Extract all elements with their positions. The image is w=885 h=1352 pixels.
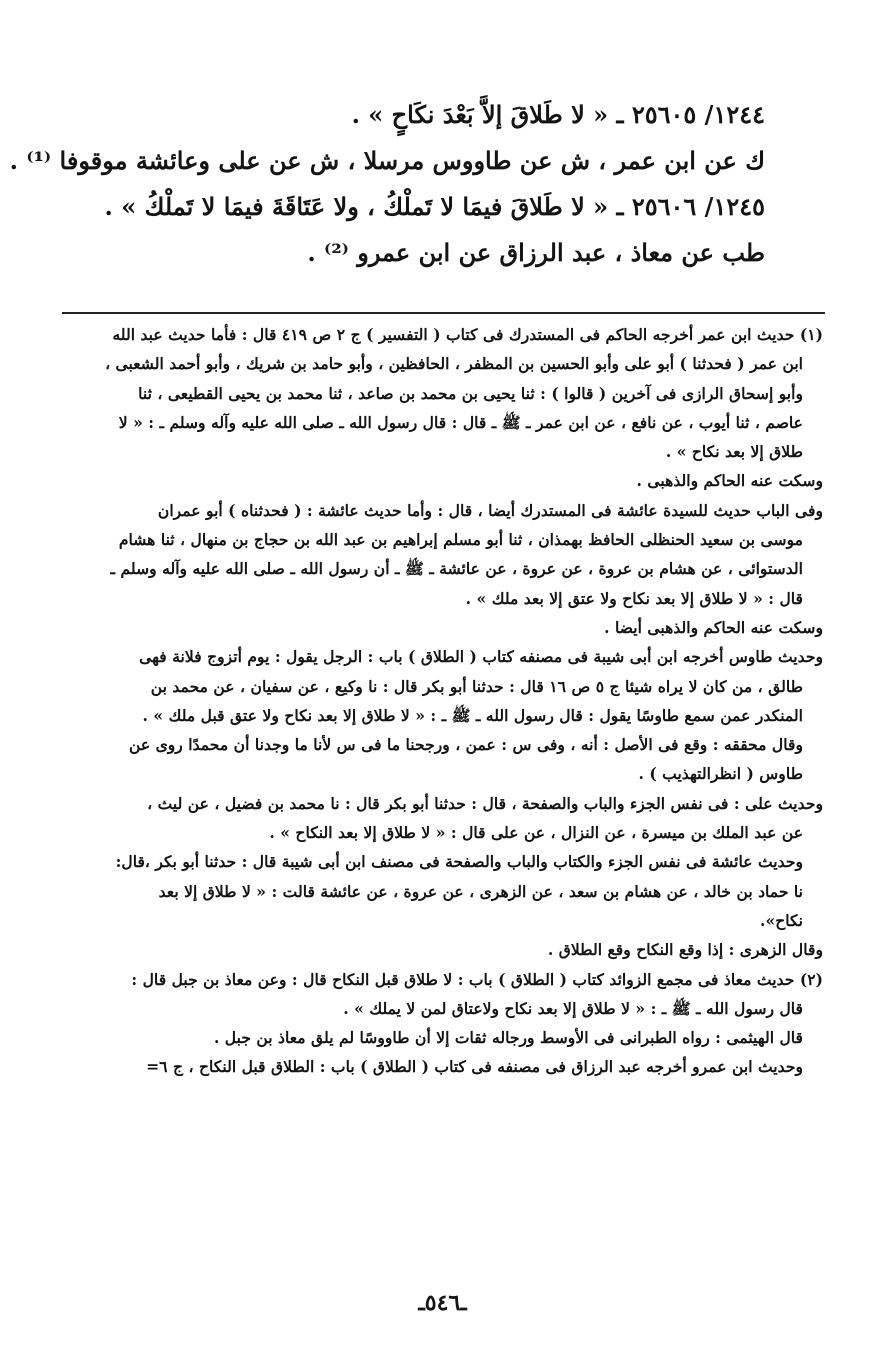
footnote-line: وحديث طاوس أخرجه ابن أبى شيبة فى مصنفه كتاب ( الطلاق ) باب : الرجل يقول : يوم أتزوج فلانة فهى — [139, 647, 823, 667]
footnote-line: الدستوائى ، عن هشام بن عروة ، عن عروة ، عن عائشة ـ ﷺ ـ أن رسول الله ـ صلى الله عليه وآله وسلم ـ — [110, 559, 803, 579]
footnote-line: نا حماد بن خالد ، عن هشام بن سعد ، عن الزهرى ، عن عروة ، عن عائشة قالت : « لا طلاق إلا بعد — [158, 881, 803, 901]
footnote-line: وأبو إسحاق الرازى فى آخرين ( قالوا ) : ثنا يحيى بن محمد بن صاعد ، ثنا محمد بن يحيى القطيعى ، ثنا — [138, 383, 803, 403]
hadith-source-1244: ك عن ابن عمر ، ش عن طاووس مرسلا ، ش عن على وعائشة موقوفا ⁽¹⁾ . — [9, 146, 765, 175]
footnote-line: موسى بن سعيد الحنظلى الحافظ بهمذان ، ثنا أبو مسلم إبراهيم بن عبد الله بن حجاج بن منهال ، ثنا هشام — [118, 530, 803, 550]
hadith-source-1245: طب عن معاذ ، عبد الرزاق عن ابن عمرو ⁽²⁾ . — [307, 238, 765, 267]
footnote-line: وسكت عنه الحاكم والذهبى أيضا . — [604, 617, 823, 637]
footnote-separator — [62, 312, 825, 314]
footnote-line: (١) حديث ابن عمر أخرجه الحاكم فى المستدرك فى كتاب ( التفسير ) ج ٢ ص ٤١٩ قال : فأما حديث عبد الله — [112, 325, 823, 344]
footnote-line: ابن عمر ( فحدثنا ) أبو على وأبو الحسين بن المظفر ، الحافظين ، وأبو حامد بن شريك ، وأبو أحمد الشعبى ، — [105, 354, 803, 374]
footnote-line: وقال محققه : وقع فى الأصل : أنه ، وفى س : عمن ، ورجحنا ما فى س لأنا ما وجدنا أن محمدًا روى عن — [128, 735, 803, 755]
footnote-line: نكاح». — [760, 910, 803, 930]
hadith-entry-1244: ١٢٤٤/ ٢٥٦٠٥ ـ « لا طَلاقَ إلاَّ بَعْدَ نكَاحٍ » . — [351, 100, 765, 129]
footnote-line: قال رسول الله ـ ﷺ ـ : « لا طلاق إلا بعد نكاح ولاعتاق لمن لا يملك » . — [343, 998, 803, 1018]
footnote-line: طاوس ( انظرالتهذيب ) . — [638, 764, 803, 784]
footnotes-section — [50, 320, 823, 1082]
footnote-line: وحديث على : فى نفس الجزء والباب والصفحة ، قال : حدثنا أبو بكر قال : نا محمد بن فضيل ، عن ليث ، — [147, 793, 823, 813]
hadith-entries — [9, 92, 765, 276]
footnote-line: وقال الزهرى : إذا وقع النكاح وقع الطلاق . — [547, 940, 823, 960]
footnote-line: طلاق إلا بعد نكاح » . — [665, 442, 803, 462]
footnote-line: وسكت عنه الحاكم والذهبى . — [636, 471, 823, 491]
footnote-line: (٢) حديث معاذ فى مجمع الزوائد كتاب ( الطلاق ) باب : لا طلاق قبل النكاح قال : وعن معاذ بن جبل قال : — [131, 969, 823, 989]
footnote-line: طالق ، من كان لا يراه شيئا ج ٥ ص ١٦ قال : حدثنا أبو بكر قال : نا وكيع ، عن سفيان ، عن محمد بن — [150, 676, 803, 696]
footnote-line: قال الهيثمى : رواه الطبرانى فى الأوسط ورجاله ثقات إلا أن طاووسًا لم يلق معاذ بن جبل . — [213, 1028, 803, 1048]
footnote-line: عاصم ، ثنا أيوب ، عن نافع ، عن ابن عمر ـ ﷺ ـ قال : قال رسول الله ـ صلى الله عليه وآله وسلم ـ : « لا — [118, 412, 803, 432]
footnote-line: قال : « لا طلاق إلا بعد نكاح ولا عتق إلا بعد ملك » . — [465, 588, 803, 608]
footnote-line: وفى الباب حديث للسيدة عائشة فى المستدرك أيضا ، قال : وأما حديث عائشة : ( فحدثناه ) أبو عمران — [157, 500, 823, 520]
footnote-line: وحديث عائشة فى نفس الجزء والكتاب والباب والصفحة فى مصنف ابن أبى شيبة قال : حدثنا أبو بكر ،قال: — [115, 852, 803, 872]
hadith-entry-1245: ١٢٤٥/ ٢٥٦٠٦ ـ « لا طَلاقَ فيمَا لا تَملْكُ ، ولا عَتَاقَةَ فيمَا لا تَملْكُ » . — [104, 192, 765, 221]
page-number: ـ٥٤٦ـ — [418, 1290, 467, 1316]
footnote-line: عن عبد الملك بن ميسرة ، عن النزال ، عن على قال : « لا طلاق إلا بعد النكاح » . — [269, 823, 803, 843]
footnote-line: وحديث ابن عمرو أخرجه عبد الرزاق فى مصنفه فى كتاب ( الطلاق ) باب : الطلاق قبل النكاح ، ج ٦= — [146, 1057, 803, 1077]
footnote-line: المنكدر عمن سمع طاوسًا يقول : قال رسول الله ـ ﷺ ـ : « لا طلاق إلا بعد نكاح ولا عتق قبل ملك » . — [142, 705, 803, 725]
